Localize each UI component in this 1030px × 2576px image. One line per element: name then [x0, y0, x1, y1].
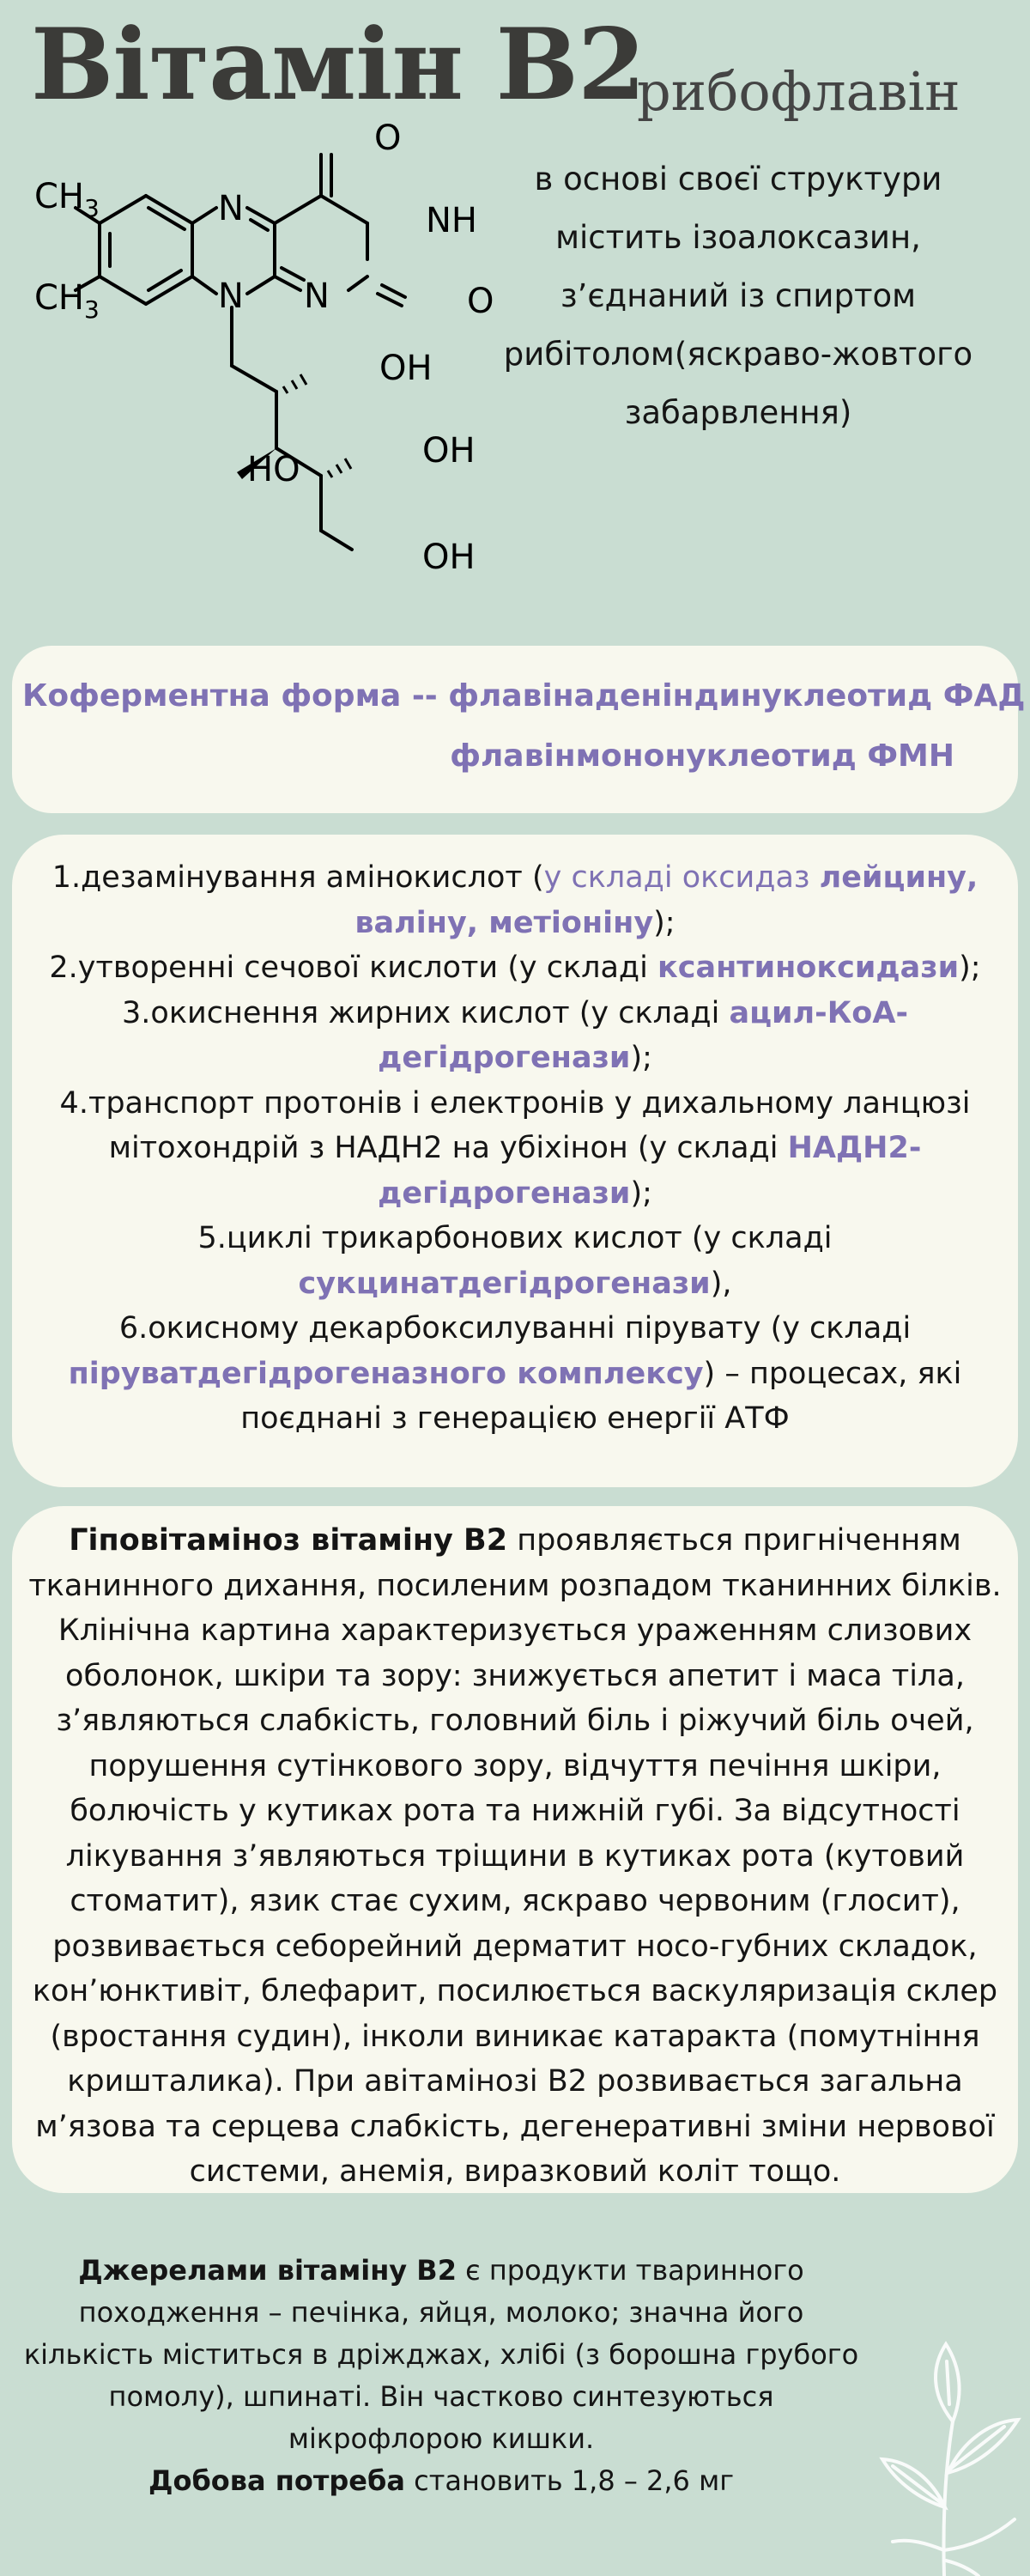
function-item: 1.дезамінування амінокислот (у складі оксидаз лейцину, валіну, метіоніну); — [52, 860, 978, 940]
atom-label: O — [374, 118, 402, 158]
daily-requirement: Добова потреба становить 1,8 – 2,6 мг — [148, 2464, 735, 2497]
functions-panel — [12, 835, 1018, 1487]
sources-paragraph: Джерелами вітаміну В2 є продукти тваринного походження – печінка, яйця, молоко; значна його кількість міститься в дріжджах, хлібі (з борошна грубого помолу), шпинаті. Він частково синтезуються мікрофлорою кишки. — [23, 2254, 859, 2455]
methyl-label: $CH_3$ — [34, 278, 100, 324]
hydroxyl-label: OH — [422, 431, 476, 471]
riboflavin-structure — [26, 112, 506, 592]
atom-label: N — [218, 276, 244, 316]
function-item: 2.утворенні сечової кислоти (у складі ксантиноксидази); — [49, 951, 981, 985]
coenzyme-panel — [12, 646, 1026, 813]
page-subtitle: рибофлавін — [637, 60, 960, 123]
methyl-label: $CH_3$ — [34, 177, 100, 222]
sources-section — [12, 2250, 870, 2502]
plant-decoration-icon — [850, 2293, 1030, 2576]
hydroxyl-label: OH — [379, 349, 433, 388]
hydroxyl-label: HO — [247, 450, 300, 489]
atom-label: O — [467, 282, 494, 321]
atom-label: NH — [426, 201, 477, 240]
hypovitaminosis-heading: Гіповітаміноз вітаміну В2 — [69, 1523, 508, 1558]
structure-description: в основі своєї структури містить ізоалоксазин, з’єднаний із спиртом рибітолом(яскраво-жовтого забарвлення) — [503, 161, 973, 431]
page-title: Вітамін В2 — [31, 7, 645, 122]
atom-label: N — [218, 189, 244, 228]
coenzyme-line-fad: Коферментна форма -- флавінаденіндинуклеотид ФАД — [22, 678, 1026, 714]
coenzyme-line-fmn: флавінмононуклеотид ФМН — [450, 738, 954, 774]
function-item: 3.окиснення жирних кислот (у складі ацил-КоА-дегідрогенази); — [122, 995, 908, 1075]
atom-label: N — [304, 276, 330, 316]
hypovitaminosis-panel — [12, 1506, 1018, 2193]
hypovitaminosis-text: проявляється пригніченням тканинного дихання, посиленим розпадом тканинних білків. Клінічна картина характеризується ураженням слизових оболонок, шкіри та зору: знижується апетит і маса тіла, з’являються слабкість, головний біль і ріжучий біль очей, порушення сутінкового зору, відчуття печіння шкіри, болючість у кутиках рота та нижній губі. За відсутності лікування з’являються тріщини в кутиках рота (кутовий стоматит), язик стає сухим, яскраво червоним (глосит), розвивається себорейний дерматит носо-губних складок, кон’юнктивіт, блефарит, посилюється васкуляризація склер (вростання судин), інколи виникає катаракта (помутніння кришталика). При авітамінозі В2 розвивається загальна м’язова та серцева слабкість, дегенеративні зміни нервової системи, анемія, виразковий коліт тощо. — [28, 1523, 1002, 2189]
function-item: 6.окисному декарбоксилуванні пірувату (у складі піруватдегідрогеназного комплексу) – процесах, які поєднані з генерацією енергії АТФ — [68, 1311, 962, 1436]
function-item: 5.циклі трикарбонових кислот (у складі сукцинатдегідрогенази), — [197, 1221, 833, 1301]
function-item: 4.транспорт протонів і електронів у дихальному ланцюзі мітохондрій з НАДН2 на убіхінон (у складі НАДН2-дегідрогенази); — [59, 1085, 971, 1211]
hydroxyl-label: OH — [422, 538, 476, 577]
